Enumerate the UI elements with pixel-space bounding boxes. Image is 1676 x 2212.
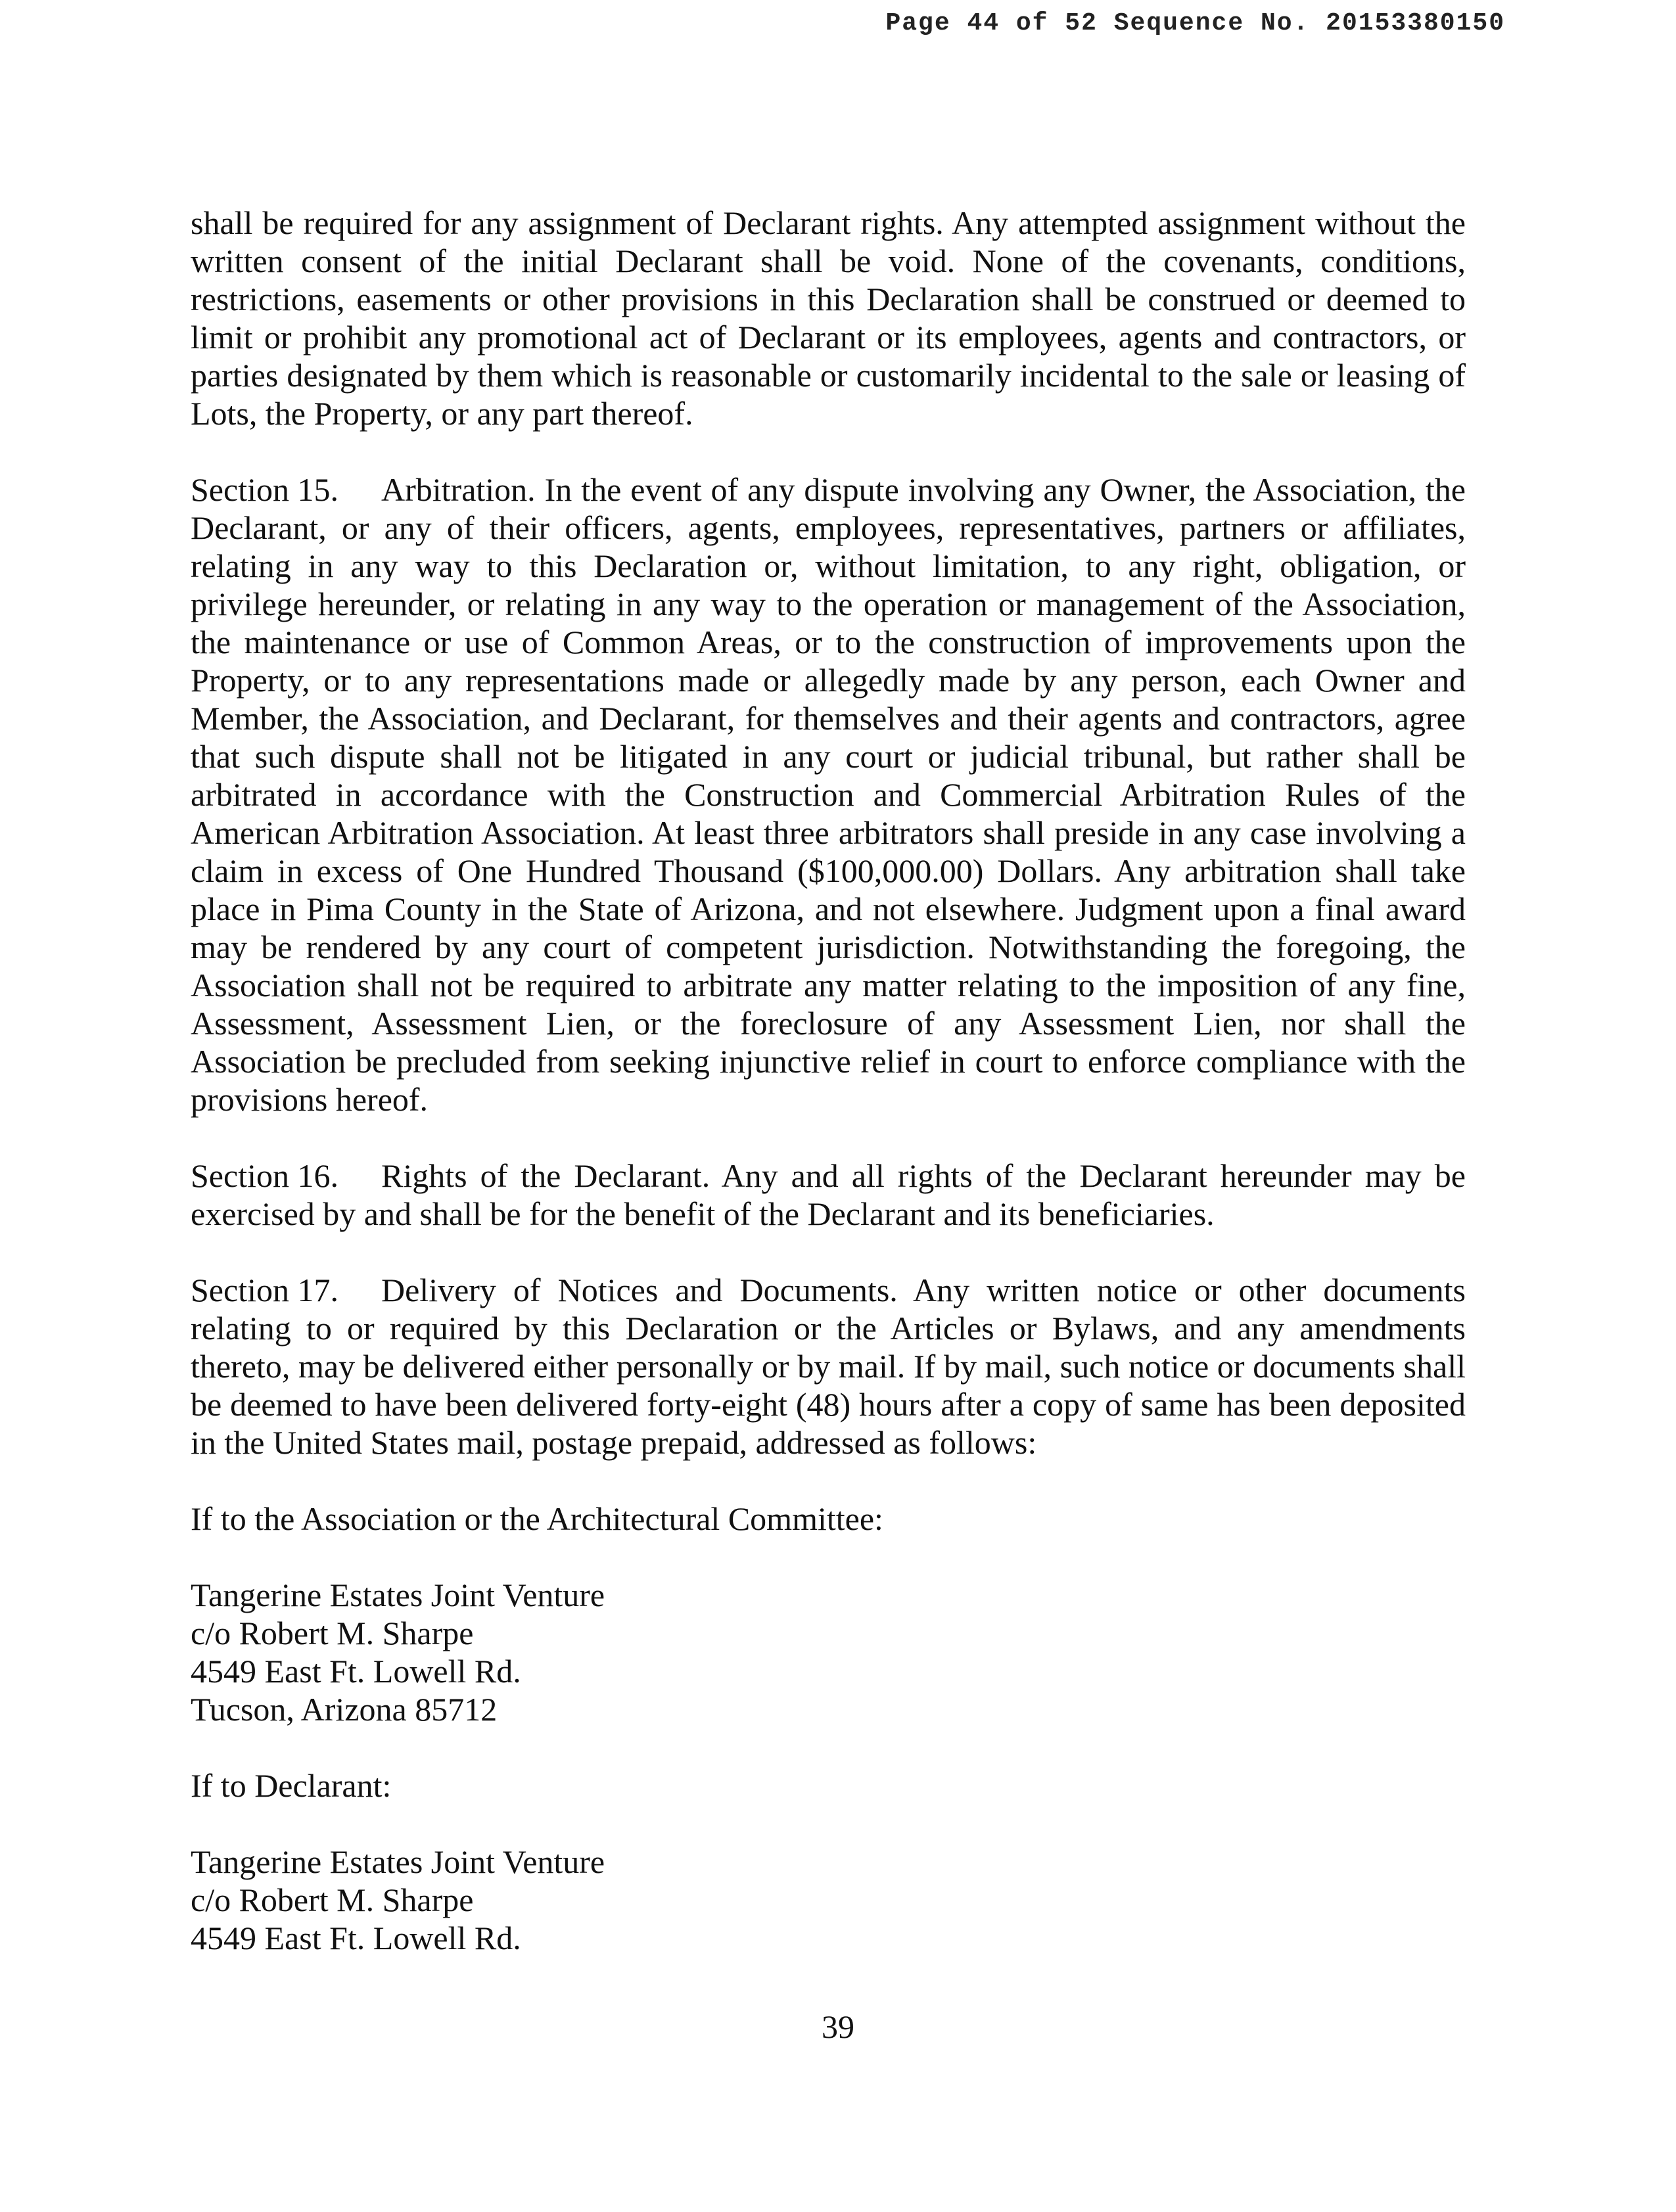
section-16-text: Rights of the Declarant. Any and all rights of the Declarant hereunder may be exercised by and shall be for the benefit of the Declarant and its beneficiaries.	[191, 1157, 1466, 1232]
association-address-line: Tangerine Estates Joint Venture	[191, 1577, 605, 1613]
page-sequence-header: Page 44 of 52 Sequence No. 20153380150	[885, 9, 1505, 37]
association-address-line: c/o Robert M. Sharpe	[191, 1615, 474, 1651]
declarant-address	[191, 1843, 1466, 1957]
declarant-address-line: Tangerine Estates Joint Venture	[191, 1843, 605, 1880]
section-17-paragraph	[191, 1271, 1466, 1462]
declarant-heading: If to Declarant:	[191, 1767, 392, 1804]
page-number: 39	[822, 2008, 854, 2045]
section-17-text: Delivery of Notices and Documents. Any written notice or other documents relating to or required by this Declaration or the Articles or Bylaws, and any amendments thereto, may be delivered either personally or by mail. If by mail, such notice or documents shall be deemed to have been delivered forty-eight (48) hours after a copy of same has been deposited in the United States mail, postage prepaid, addressed as follows:	[191, 1272, 1466, 1461]
opening-paragraph: shall be required for any assignment of Declarant rights. Any attempted assignment without the written consent of the initial Declarant shall be void. None of the covenants, conditions, restrictions, easements or other provisions in this Declaration shall be construed or deemed to limit or prohibit any promotional act of Declarant or its employees, agents and contractors, or parties designated by them which is reasonable or customarily incidental to the sale or leasing of Lots, the Property, or any part thereof.	[191, 204, 1466, 432]
document-body	[191, 204, 1466, 1995]
association-address-line: 4549 East Ft. Lowell Rd.	[191, 1653, 521, 1690]
association-address	[191, 1576, 1466, 1728]
section-17-label: Section 17.	[191, 1272, 338, 1308]
declarant-address-line: c/o Robert M. Sharpe	[191, 1881, 474, 1918]
association-address-line: Tucson, Arizona 85712	[191, 1691, 498, 1728]
section-15-text: Arbitration. In the event of any dispute involving any Owner, the Association, the Declarant, or any of their officers, agents, employees, representatives, partners or affiliates, relating in any way to this Declaration or, without limitation, to any right, obligation, or privilege hereunder, or relating in any way to the operation or management of the Association, the maintenance or use of Common Areas, or to the construction of improvements upon the Property, or to any representations made or allegedly made by any person, each Owner and Member, the Association, and Declarant, for themselves and their agents and contractors, agree that such dispute shall not be litigated in any court or judicial tribunal, but rather shall be arbitrated in accordance with the Construction and Commercial Arbitration Rules of the American Arbitration Association. At least three arbitrators shall preside in any case involving a claim in excess of One Hundred Thousand ($100,000.00) Dollars. Any arbitration shall take place in Pima County in the State of Arizona, and not elsewhere. Judgment upon a final award may be rendered by any court of competent jurisdiction. Notwithstanding the foregoing, the Association shall not be required to arbitrate any matter relating to the imposition of any fine, Assessment, Assessment Lien, or the foreclosure of any Assessment Lien, nor shall the Association be precluded from seeking injunctive relief in court to enforce compliance with the provisions hereof.	[191, 471, 1466, 1118]
association-heading: If to the Association or the Architectural Committee:	[191, 1500, 883, 1537]
declarant-address-line: 4549 East Ft. Lowell Rd.	[191, 1920, 521, 1956]
section-16-label: Section 16.	[191, 1157, 338, 1194]
section-16-paragraph	[191, 1157, 1466, 1233]
section-15-paragraph	[191, 471, 1466, 1118]
section-15-label: Section 15.	[191, 471, 338, 508]
